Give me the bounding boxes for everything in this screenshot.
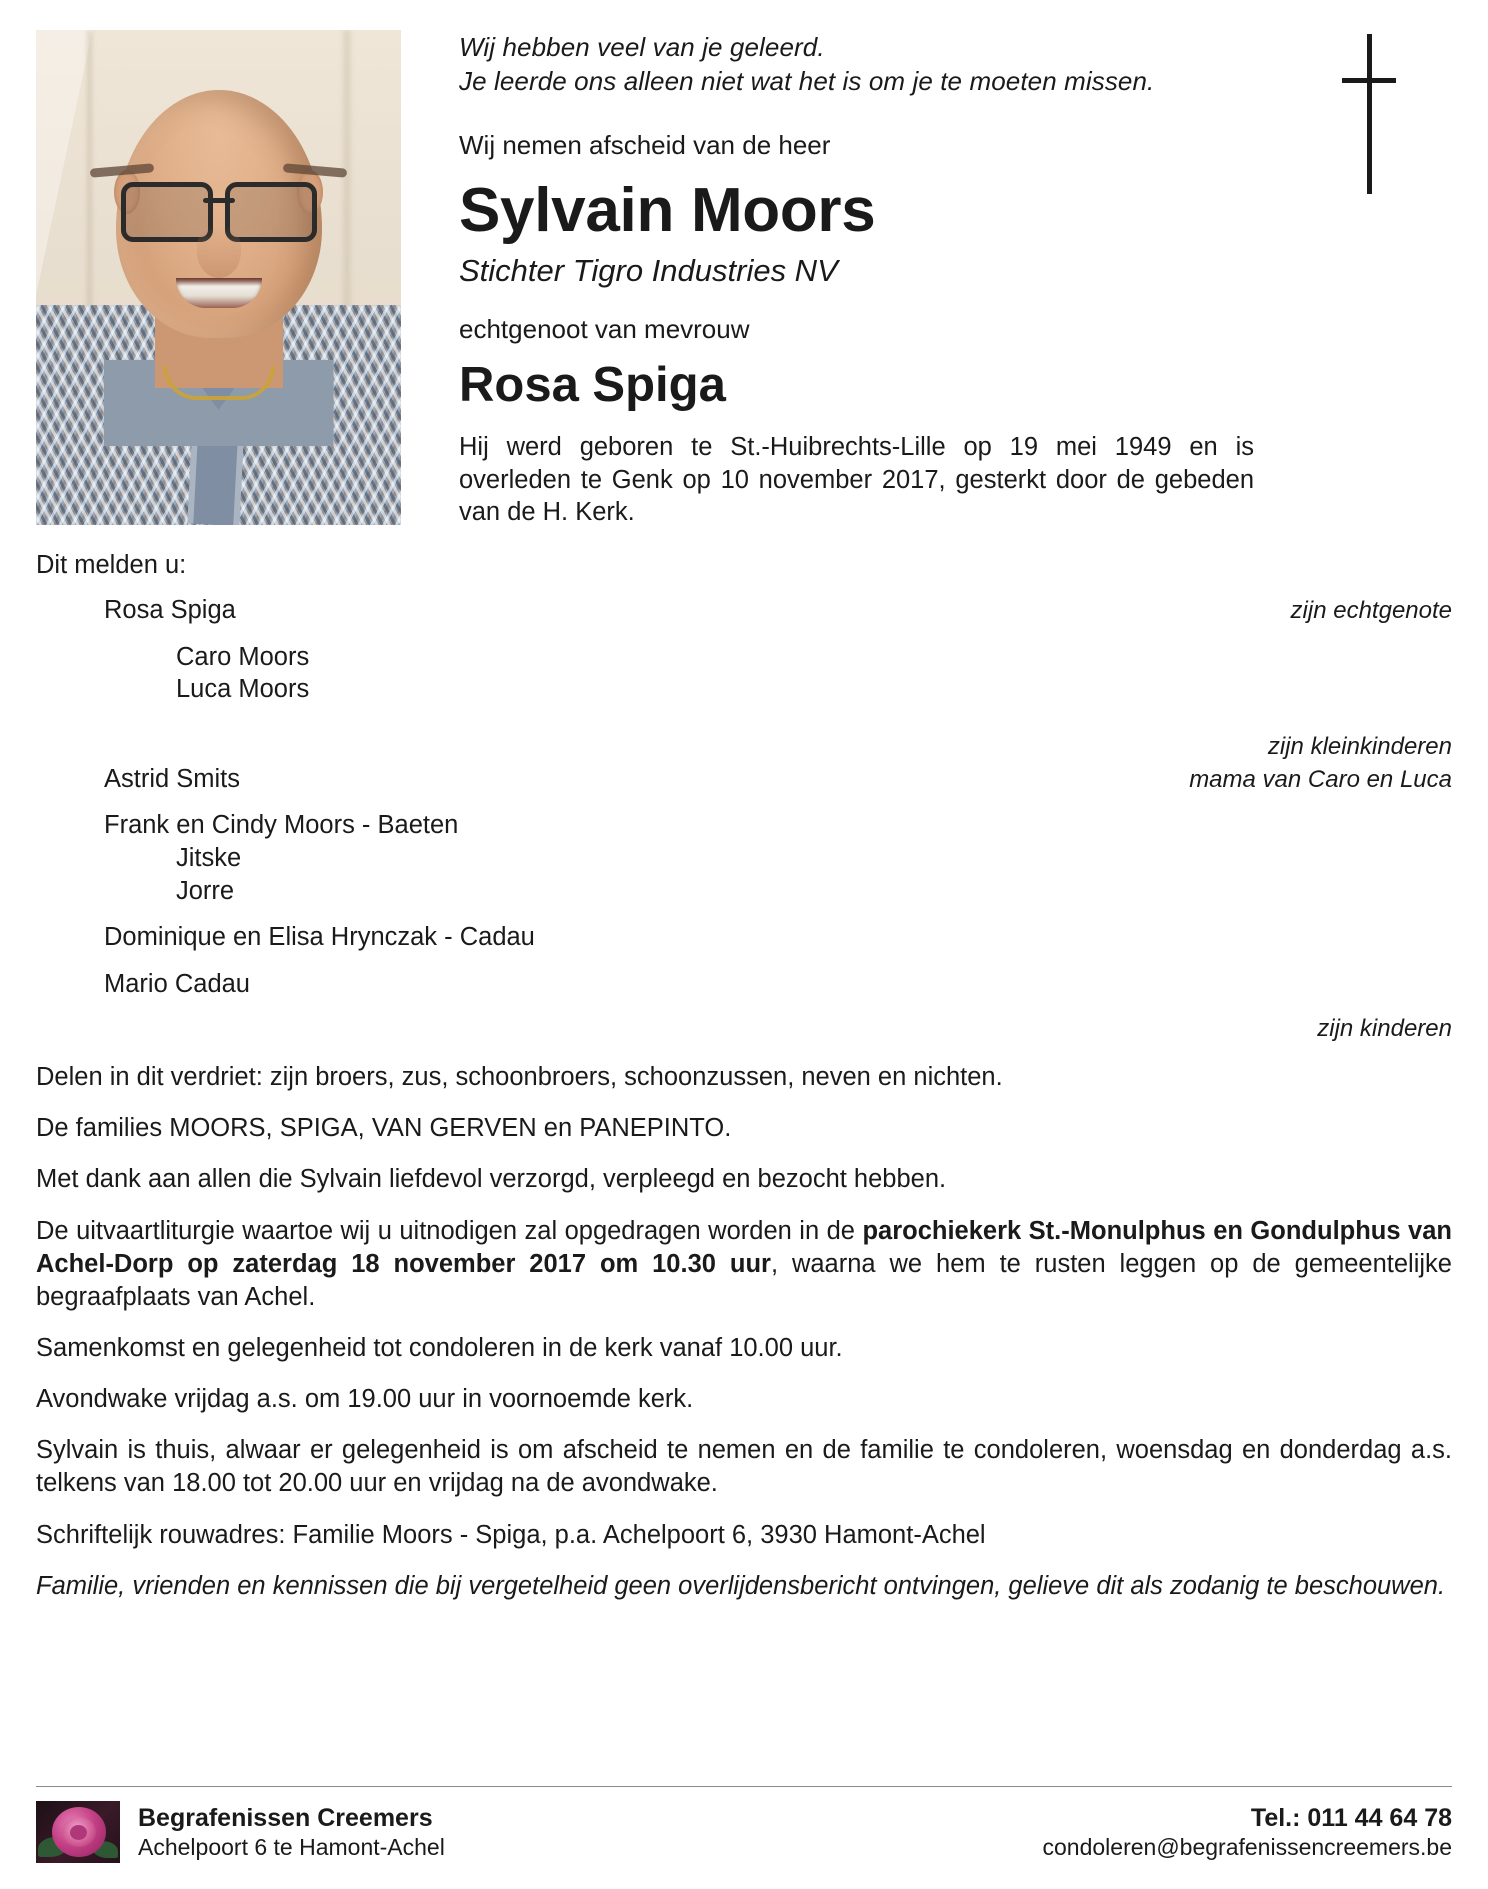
mourning-address-paragraph: Schriftelijk rouwadres: Familie Moors - Spiga, p.a. Achelpoort 6, 3930 Hamont-Achel [36,1520,986,1549]
family-relation-label: zijn kinderen [1317,1015,1452,1043]
family-row [36,875,1452,908]
family-row [36,921,1452,954]
family-member-name: Caro Moors [176,642,310,671]
memorial-quote-line-2: Je leerde ons alleen niet wat het is om je te moeten missen. [459,66,1155,97]
notice-paragraph: Familie, vrienden en kennissen die bij vergetelheid geen overlijdensbericht ontvingen, gelieve dit als zodanig te beschouwen. [36,1571,1446,1600]
cross-horizontal-bar [1342,78,1396,83]
birth-death-details: Hij werd geboren te St.-Huibrechts-Lille op 19 mei 1949 en is overleden te Genk op 10 november 2017, gesterkt door de gebeden van de H. Kerk. [459,433,1254,527]
family-list-spacer [36,627,1452,641]
rose-petal-inner [70,1825,87,1840]
footer [36,1786,1452,1863]
family-list-spacer [36,1000,1452,1014]
family-row [36,763,1452,796]
family-list-spacer [36,795,1452,809]
footer-company-address: Achelpoort 6 te Hamont-Achel [138,1834,445,1861]
home-visit-paragraph: Sylvain is thuis, alwaar er gelegenheid is om afscheid te nemen en de familie te condoleren, woensdag en donderdag a.s. telkens van 18.00 tot 20.00 uur en vrijdag na de avondwake. [36,1436,1452,1498]
family-row [36,842,1452,875]
footer-company-name: Begrafenissen Creemers [138,1803,433,1832]
memorial-quote [459,30,1159,99]
liturgy-church-details: parochiekerk St.-Monulphus en Gondulphus van Achel-Dorp op zaterdag 18 november 2017 om 10.30 uur [36,1216,1452,1278]
family-row [36,732,1452,763]
family-member-name: Dominique en Elisa Hrynczak - Cadau [104,923,535,952]
family-member-name: Rosa Spiga [104,595,236,624]
family-member-name: Jitske [176,843,242,872]
vigil-paragraph: Avondwake vrijdag a.s. om 19.00 uur in voornoemde kerk. [36,1385,694,1414]
memorial-quote-line-1: Wij hebben veel van je geleerd. [459,32,825,62]
footer-email[interactable]: condoleren@begrafenissencreemers.be [1042,1834,1452,1861]
family-list-spacer [36,954,1452,968]
header-text-column [401,30,1452,529]
family-row [36,641,1452,674]
family-row [36,968,1452,1001]
family-relation-label: mama van Caro en Luca [1189,765,1452,793]
rose-icon [36,1801,120,1863]
photo-necklace [163,366,275,400]
family-relation-label: zijn echtgenote [1290,596,1452,624]
thanks-paragraph: Met dank aan allen die Sylvain liefdevol verzorgd, verpleegd en bezocht hebben. [36,1165,947,1194]
photo-nose [197,226,241,278]
announcement-label: Dit melden u: [36,550,187,579]
family-member-name: Jorre [176,876,235,905]
liturgy-text-part-1: De uitvaartliturgie waartoe wij u uitnodigen zal opgedragen worden in de [36,1216,863,1245]
family-member-name: Astrid Smits [104,764,241,793]
family-member-name: Frank en Cindy Moors - Baeten [104,811,459,840]
gathering-paragraph: Samenkomst en gelegenheid tot condoleren in de kerk vanaf 10.00 uur. [36,1333,843,1362]
footer-company-block [120,1803,1043,1862]
family-relation-label: zijn kleinkinderen [1267,732,1452,760]
condolences-paragraph: Delen in dit verdriet: zijn broers, zus, schoonbroers, schoonzussen, neven en nichten. [36,1063,1003,1092]
family-list-spacer [36,907,1452,921]
family-row [36,594,1452,627]
photo-glasses-lens-right [225,182,317,242]
family-row [36,673,1452,706]
deceased-name: Sylvain Moors [459,176,876,246]
deceased-photo [36,30,401,525]
liturgy-paragraph [36,1215,1452,1314]
spouse-name: Rosa Spiga [459,358,726,413]
cross-icon [1342,34,1396,194]
family-row [36,809,1452,842]
header-section [36,30,1452,529]
family-member-name: Luca Moors [176,675,310,704]
liturgy-text-part-2: , waarna we hem te rusten leggen op de gemeentelijke begraafplaats van Achel. [36,1249,1452,1311]
families-paragraph: De families MOORS, SPIGA, VAN GERVEN en PANEPINTO. [36,1114,732,1143]
spouse-intro-text: echtgenoot van mevrouw [459,314,750,345]
family-list [36,594,1452,1045]
cross-vertical-bar [1367,34,1372,194]
deceased-role: Stichter Tigro Industries NV [459,253,838,289]
family-member-name: Mario Cadau [104,969,250,998]
farewell-lead-text: Wij nemen afscheid van de heer [459,129,831,160]
footer-contact-block [1043,1803,1452,1862]
body-text-section [36,1061,1452,1603]
family-row [36,1014,1452,1045]
family-list-spacer [36,706,1452,732]
photo-glasses-lens-left [121,182,213,242]
footer-phone: Tel.: 011 44 64 78 [1250,1803,1452,1832]
